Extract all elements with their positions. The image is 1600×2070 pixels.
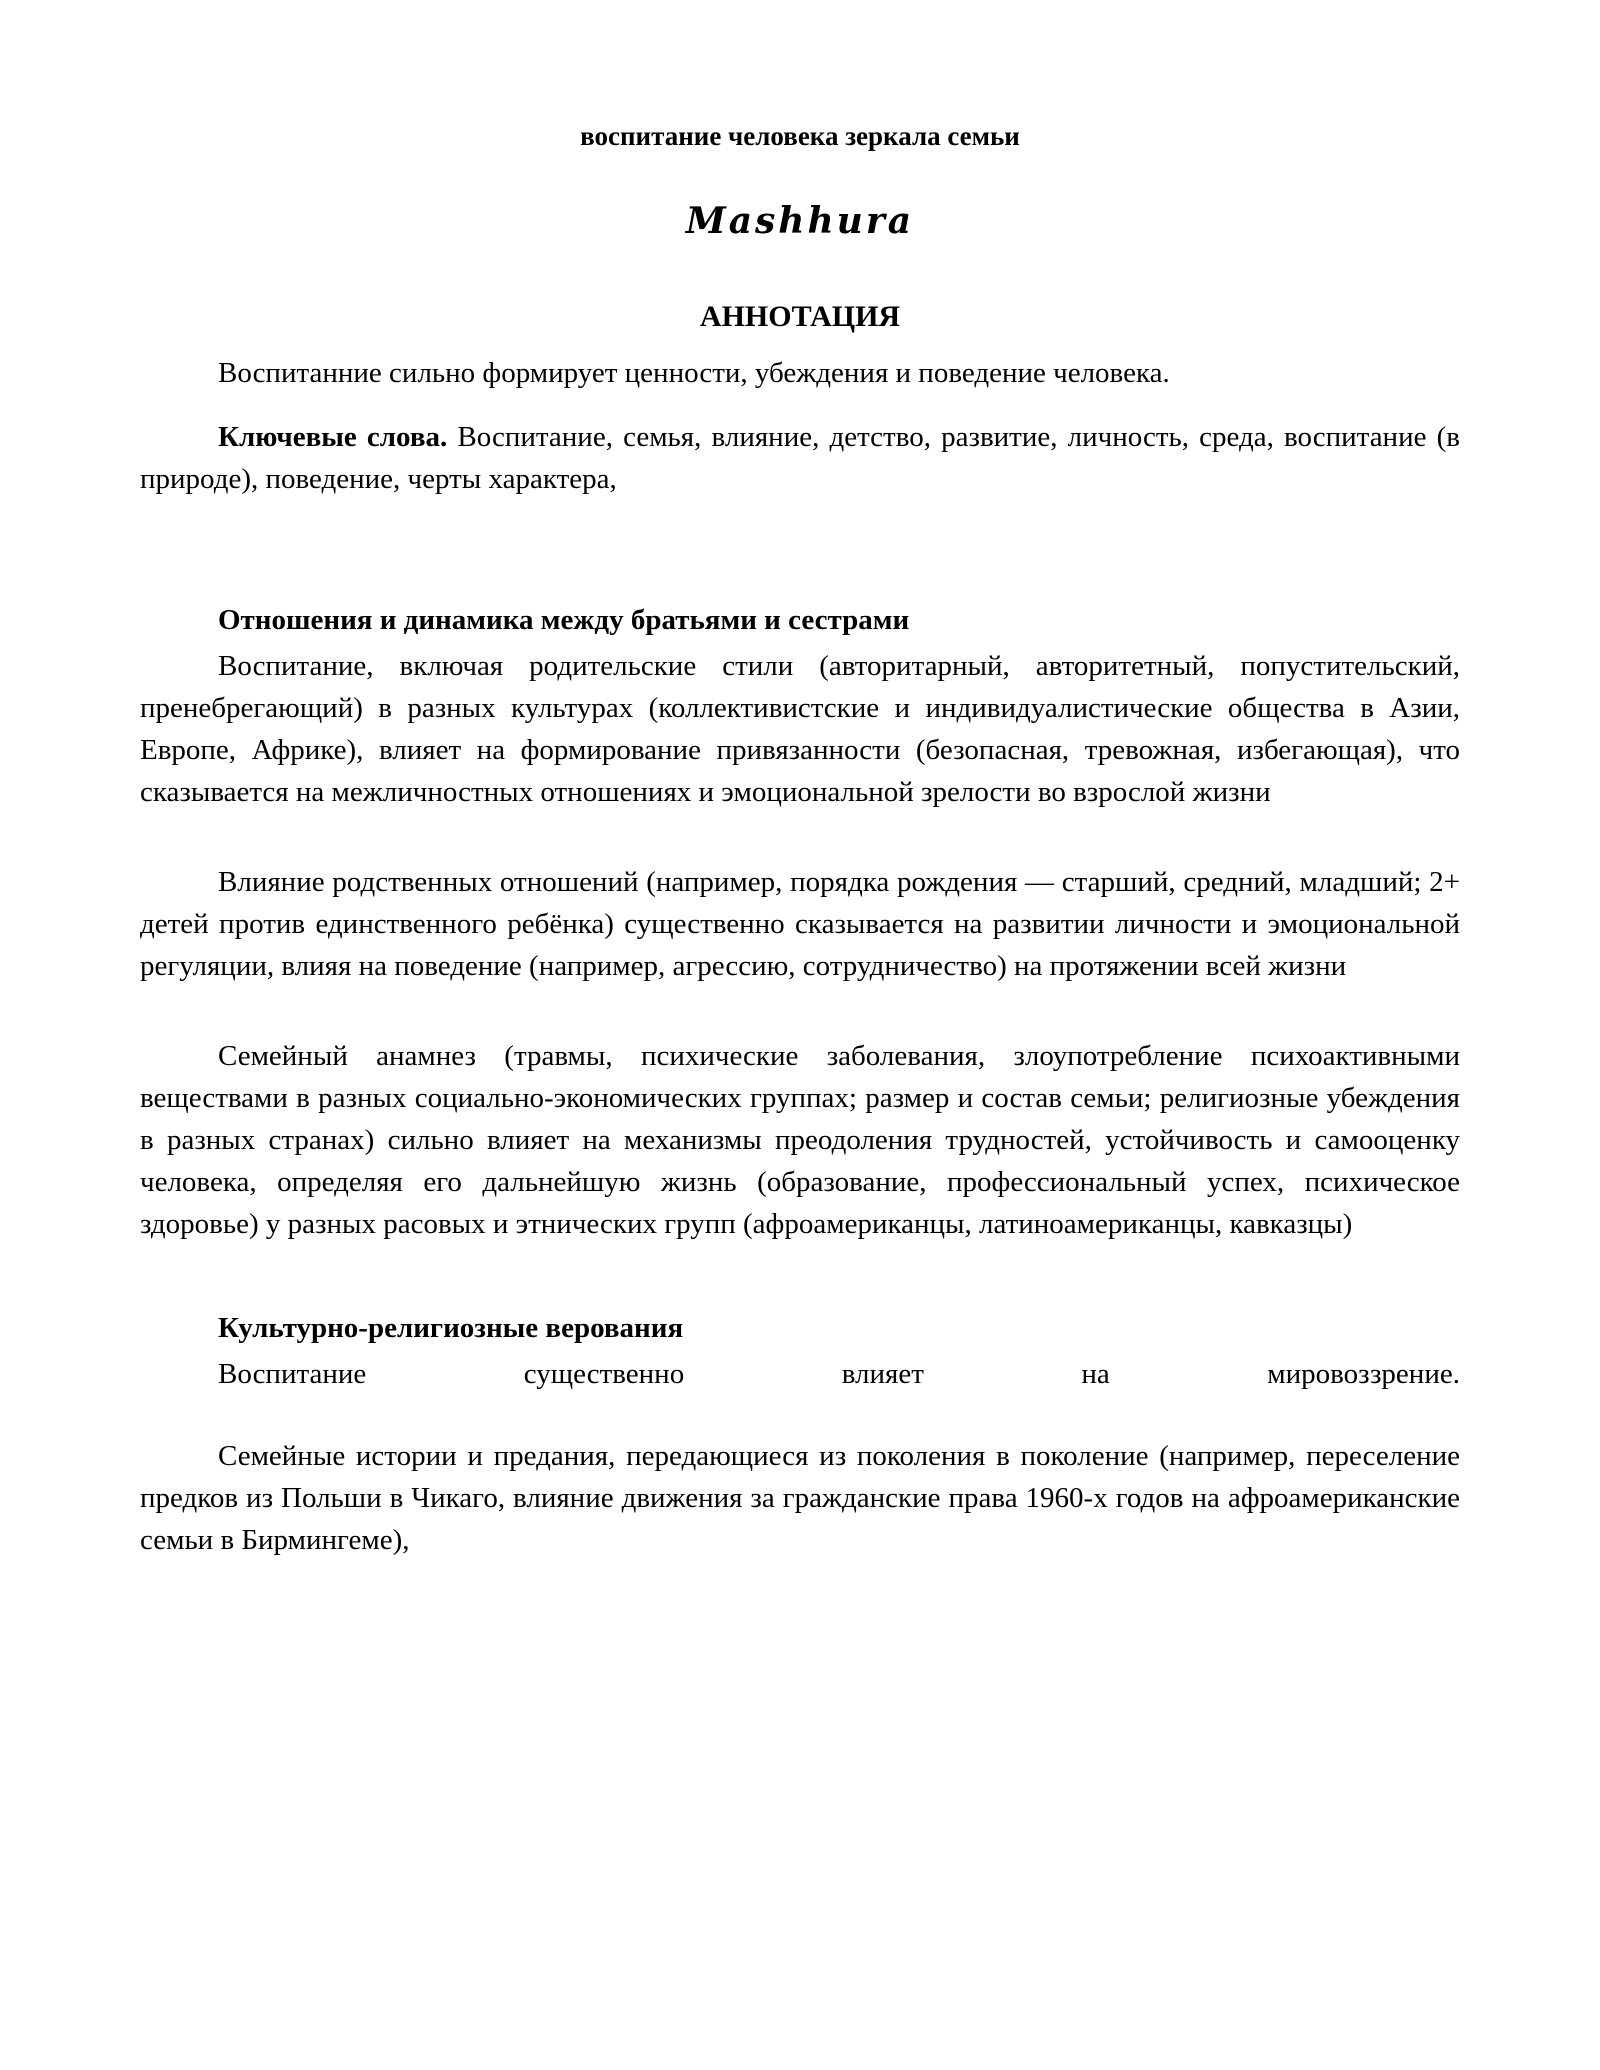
spacer [140,835,1460,861]
abstract-heading: АННОТАЦИЯ [699,300,901,334]
section-heading-siblings: Отношения и динамика между братьями и сестрами [218,603,910,636]
spacer [140,523,1460,599]
justified-word: мировоззрение. [1267,1358,1460,1391]
page-title: воспитание человека зеркала семьи [580,121,1020,151]
spacer [140,1009,1460,1035]
author-name: Mashhura [685,200,915,243]
spacer [140,1395,1460,1435]
keywords-label: Ключевые слова. [218,421,448,454]
paragraph-worldview-justified [140,1353,1460,1395]
keywords-paragraph [140,416,1460,500]
justified-word: влияет [841,1358,924,1391]
paragraph-family-history: Семейный анамнез (травмы, психические заболевания, злоупотребление психоактивными веществами в разных социально-экономических группах; размер и состав семьи; религиозные убеждения в разных странах) сильно влияет на механизмы преодоления трудностей, устойчивость и самооценку человека, определяя его дальнейшую жизнь (образование, профессиональный успех, психическое здоровье) у разных расовых и этнических групп (афроамериканцы, латиноамериканцы, кавказцы) [140,1039,1460,1241]
paragraph-parenting-styles: Воспитание, включая родительские стили (авторитарный, авторитетный, попустительский, пренебрегающий) в разных культурах (коллективистские и индивидуалистические общества в Азии, Европе, Африке), влияет на формирование привязанности (безопасная, тревожная, избегающая), что сказывается на межличностных отношениях и эмоциональной зрелости во взрослой жизни [140,649,1460,808]
section-heading-cultural-religious: Культурно-религиозные верования [218,1312,684,1345]
justified-word: на [1081,1358,1110,1391]
keywords-text: Воспитание, семья, влияние, детство, развитие, личность, среда, воспитание (в природе), поведение, черты характера, [140,421,1460,496]
justified-word: Воспитание [218,1358,367,1391]
abstract-text: Воспитанние сильно формирует ценности, убеждения и поведение человека. [218,357,1170,390]
spacer [140,1267,1460,1307]
justified-word: существенно [523,1358,685,1391]
paragraph-birth-order: Влияние родственных отношений (например, порядка рождения — старший, средний, младший; 2+ детей против единственного ребёнка) существенно сказывается на развитии личности и эмоциональной регуляции, влияя на поведение (например, агрессию, сотрудничество) на протяжении всей жизни [140,865,1460,982]
paragraph-family-stories: Семейные истории и предания, передающиеся из поколения в поколение (например, переселение предков из Польши в Чикаго, влияние движения за гражданские права 1960-х годов на афроамериканские семьи в Бирмингеме), [140,1440,1460,1557]
